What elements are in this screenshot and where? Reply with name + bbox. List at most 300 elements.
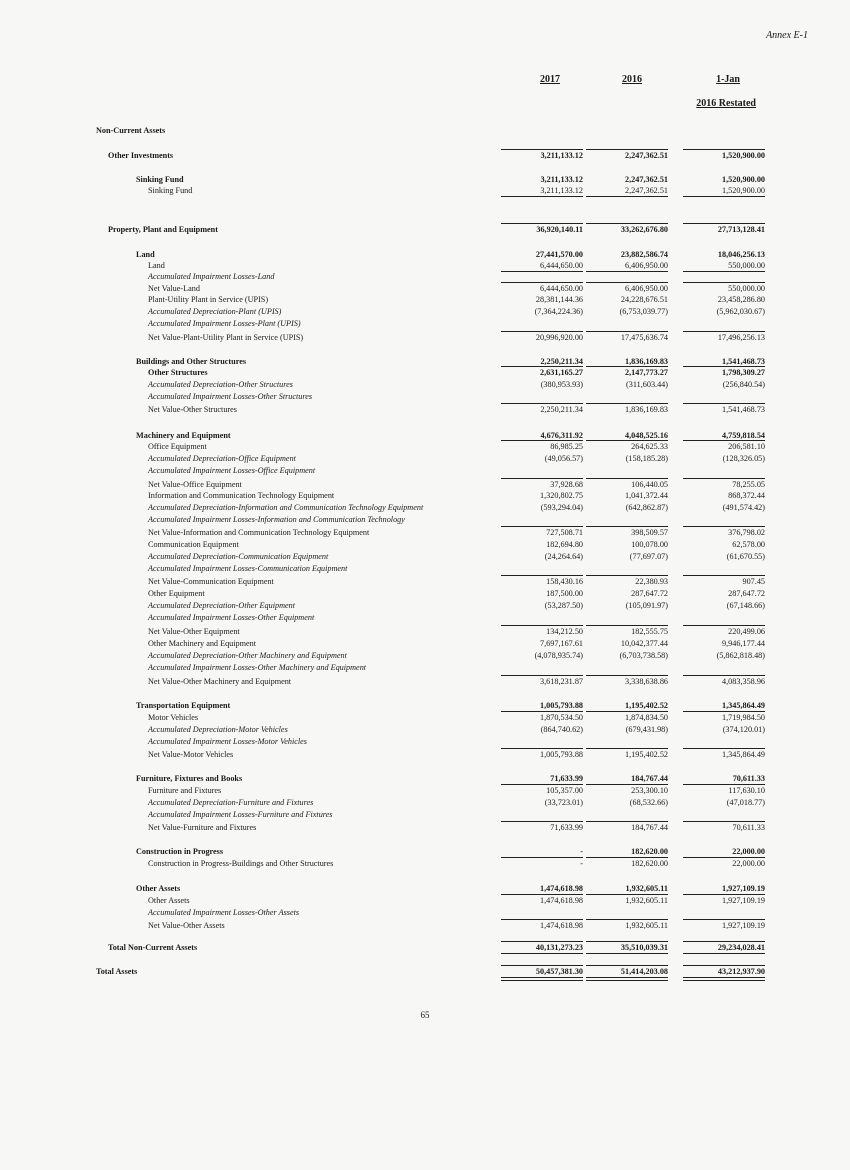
row-value-col3: 206,581.10 [728, 442, 765, 451]
table-row [0, 736, 850, 747]
row-value-col3: (5,862,818.48) [716, 651, 765, 660]
row-label: Accumulated Impairment Losses-Land [148, 272, 275, 281]
row-value-col3: (374,120.01) [722, 725, 765, 734]
underline-rule [586, 526, 668, 527]
row-value-col1: 1,005,793.88 [540, 750, 583, 759]
underline-rule [683, 919, 765, 920]
row-label: Net Value-Office Equipment [148, 480, 242, 489]
underline-rule [683, 941, 765, 942]
underline-rule [501, 919, 583, 920]
row-value-col3: 287,647.72 [728, 589, 765, 598]
table-row [0, 283, 850, 294]
row-value-col1: - [580, 847, 583, 856]
underline-rule [501, 223, 583, 224]
underline-rule [501, 366, 583, 367]
row-label: Other Investments [108, 151, 174, 160]
table-row [0, 465, 850, 476]
row-label: Net Value-Communication Equipment [148, 577, 274, 586]
underline-rule [586, 941, 668, 942]
row-value-col2: 1,932,605.11 [625, 896, 668, 905]
row-label: Motor Vehicles [148, 713, 199, 722]
underline-rule [501, 331, 583, 332]
table-row [0, 797, 850, 808]
row-label: Accumulated Depreciation-Furniture and Fixtures [148, 798, 314, 807]
row-value-col2: 398,509.57 [631, 528, 668, 537]
row-value-col1: (53,287.50) [544, 601, 583, 610]
row-label: Accumulated Impairment Losses-Other Structures [148, 392, 313, 401]
row-value-col3: 9,946,177.44 [722, 639, 765, 648]
underline-rule [683, 149, 765, 150]
row-value-col1: 37,928.68 [550, 480, 583, 489]
table-row [0, 404, 850, 415]
row-value-col3: 1,927,109.19 [722, 884, 765, 893]
underline-rule [683, 821, 765, 822]
row-label: Net Value-Other Machinery and Equipment [148, 677, 292, 686]
table-row [0, 942, 850, 953]
row-value-col1: 2,631,165.27 [540, 368, 583, 377]
table-row [0, 150, 850, 161]
row-value-col2: 253,300.10 [631, 786, 668, 795]
underline-rule [501, 675, 583, 676]
row-label: Construction in Progress [136, 847, 224, 856]
row-label: Furniture, Fixtures and Books [136, 774, 243, 783]
row-label: Accumulated Depreciation-Office Equipment [148, 454, 296, 463]
row-value-col3: 1,345,864.49 [722, 750, 765, 759]
row-value-col1: (864,740.62) [540, 725, 583, 734]
row-value-col2: 24,228,676.51 [620, 295, 668, 304]
row-value-col2: 182,620.00 [631, 847, 668, 856]
row-label: Other Equipment [148, 589, 205, 598]
row-value-col1: 727,508.71 [546, 528, 583, 537]
table-row [0, 527, 850, 538]
row-label: Furniture and Fixtures [148, 786, 222, 795]
underline-rule [586, 965, 668, 966]
row-value-col2: (642,862.87) [625, 503, 668, 512]
row-label: Accumulated Depreciation-Other Equipment [148, 601, 296, 610]
table-row [0, 514, 850, 525]
row-value-col3: 1,520,900.00 [722, 151, 765, 160]
row-label: Accumulated Impairment Losses-Motor Vehicles [148, 737, 307, 746]
underline-rule [586, 331, 668, 332]
row-value-col2: 51,414,203.08 [620, 967, 668, 976]
row-label: Total Assets [96, 967, 138, 976]
table-row [0, 773, 850, 784]
row-value-col2: (679,431.98) [625, 725, 668, 734]
table-row [0, 318, 850, 329]
row-value-col2: 1,932,605.11 [625, 921, 668, 930]
row-value-col2: 1,932,605.11 [625, 884, 668, 893]
column-header-restated: 2016 Restated [696, 98, 756, 109]
row-label: Net Value-Land [148, 284, 200, 293]
underline-rule [586, 711, 668, 712]
row-value-col2: (6,703,738.58) [619, 651, 668, 660]
underline-rule [501, 478, 583, 479]
table-row [0, 174, 850, 185]
table-row [0, 224, 850, 235]
table-row [0, 502, 850, 513]
row-value-col2: 33,262,676.80 [620, 225, 668, 234]
table-row [0, 306, 850, 317]
row-value-col3: (491,574.42) [722, 503, 765, 512]
row-value-col1: 6,444,650.00 [540, 284, 583, 293]
underline-rule [683, 223, 765, 224]
underline-rule [501, 403, 583, 404]
row-value-col2: 100,078.00 [631, 540, 668, 549]
table-row [0, 441, 850, 452]
row-value-col1: (4,078,935.74) [534, 651, 583, 660]
table-row [0, 249, 850, 260]
row-label: Other Assets [136, 884, 181, 893]
row-value-col1: 3,211,133.12 [540, 151, 583, 160]
row-value-col2: 22,380.93 [635, 577, 668, 586]
row-label: Machinery and Equipment [136, 431, 231, 440]
table-row [0, 600, 850, 611]
row-label: Accumulated Depreciation-Other Machinery and Equipment [148, 651, 347, 660]
underline-rule [501, 821, 583, 822]
row-value-col3: 868,372.44 [728, 491, 765, 500]
row-value-col1: 71,633.99 [550, 823, 583, 832]
row-label: Sinking Fund [148, 186, 193, 195]
row-value-col3: 1,719,984.50 [722, 713, 765, 722]
row-value-col3: 22,000.00 [732, 847, 765, 856]
row-value-col1: 50,457,381.30 [535, 967, 583, 976]
row-value-col1: (380,953.93) [540, 380, 583, 389]
underline-rule [501, 941, 583, 942]
underline-rule [683, 331, 765, 332]
underline-rule [586, 953, 668, 954]
table-row [0, 563, 850, 574]
row-value-col3: (256,840.54) [722, 380, 765, 389]
table-row [0, 966, 850, 977]
table-row [0, 367, 850, 378]
row-label: Other Machinery and Equipment [148, 639, 256, 648]
row-label: Net Value-Motor Vehicles [148, 750, 234, 759]
row-value-col3: (5,962,030.67) [716, 307, 765, 316]
table-row [0, 638, 850, 649]
underline-rule [683, 894, 765, 895]
row-value-col3: 117,630.10 [728, 786, 765, 795]
row-value-col2: (77,697.07) [629, 552, 668, 561]
underline-rule [501, 196, 583, 197]
table-row [0, 626, 850, 637]
row-value-col2: 6,406,950.00 [625, 261, 668, 270]
row-value-col3: 70,611.33 [732, 774, 765, 783]
underline-rule [586, 919, 668, 920]
row-label: Accumulated Depreciation-Information and Communication Technology Equipment [148, 503, 424, 512]
row-label: Accumulated Impairment Losses-Information and Communication Technology [148, 515, 405, 524]
row-value-col3: 18,046,256.13 [717, 250, 765, 259]
row-value-col3: 43,212,937.90 [717, 967, 765, 976]
row-label: Accumulated Depreciation-Plant (UPIS) [148, 307, 282, 316]
row-value-col1: (593,294.04) [540, 503, 583, 512]
annex-label: Annex E-1 [766, 30, 808, 41]
row-value-col1: 134,212.50 [546, 627, 583, 636]
underline-rule [586, 977, 668, 981]
row-label: Accumulated Impairment Losses-Other Assets [148, 908, 300, 917]
row-value-col2: 6,406,950.00 [625, 284, 668, 293]
table-row [0, 379, 850, 390]
row-label: Accumulated Depreciation-Communication Equipment [148, 552, 329, 561]
underline-rule [586, 675, 668, 676]
table-row [0, 453, 850, 464]
row-value-col2: 3,338,638.86 [625, 677, 668, 686]
table-row [0, 785, 850, 796]
row-value-col1: 1,474,618.98 [540, 896, 583, 905]
row-label: Information and Communication Technology Equipment [148, 491, 335, 500]
table-row [0, 724, 850, 735]
row-value-col3: 220,499.06 [728, 627, 765, 636]
underline-rule [586, 748, 668, 749]
row-value-col3: 1,798,309.27 [722, 368, 765, 377]
row-label: Land [136, 250, 155, 259]
row-value-col1: 36,920,140.11 [536, 225, 583, 234]
row-value-col2: 17,475,636.74 [620, 333, 668, 342]
row-value-col2: (311,603.44) [626, 380, 668, 389]
row-value-col3: 23,458,286.80 [717, 295, 765, 304]
page-number: 65 [420, 1010, 430, 1020]
table-row [0, 895, 850, 906]
underline-rule [683, 748, 765, 749]
row-label: Land [148, 261, 165, 270]
row-value-col1: 1,870,534.50 [540, 713, 583, 722]
row-label: Net Value-Information and Communication Technology Equipment [148, 528, 370, 537]
row-value-col2: (158,185.28) [625, 454, 668, 463]
underline-rule [683, 403, 765, 404]
underline-rule [501, 625, 583, 626]
row-label: Net Value-Plant-Utility Plant in Service (UPIS) [148, 333, 304, 342]
row-value-col2: 106,440.05 [631, 480, 668, 489]
row-value-col1: 6,444,650.00 [540, 261, 583, 270]
row-value-col1: 40,131,273.23 [535, 943, 583, 952]
underline-rule [683, 953, 765, 954]
underline-rule [586, 575, 668, 576]
row-label: Sinking Fund [136, 175, 184, 184]
row-label: Accumulated Depreciation-Motor Vehicles [148, 725, 288, 734]
row-value-col3: 1,927,109.19 [722, 896, 765, 905]
table-row [0, 822, 850, 833]
table-row [0, 391, 850, 402]
underline-rule [683, 440, 765, 441]
row-value-col3: 1,520,900.00 [722, 186, 765, 195]
row-value-col1: 28,381,144.36 [535, 295, 583, 304]
underline-rule [586, 478, 668, 479]
underline-rule [683, 965, 765, 966]
row-value-col2: 2,247,362.51 [625, 175, 668, 184]
row-value-col2: 10,042,377.44 [620, 639, 668, 648]
row-value-col3: (67,148.66) [726, 601, 765, 610]
row-value-col3: 1,345,864.49 [722, 701, 765, 710]
row-value-col1: 71,633.99 [550, 774, 583, 783]
row-value-col3: 550,000.00 [728, 284, 765, 293]
row-value-col3: 1,520,900.00 [722, 175, 765, 184]
underline-rule [501, 748, 583, 749]
table-row [0, 332, 850, 343]
row-label: Property, Plant and Equipment [108, 225, 218, 234]
row-value-col2: 23,882,586.74 [620, 250, 668, 259]
underline-rule [683, 711, 765, 712]
underline-rule [683, 675, 765, 676]
row-value-col2: (105,091.97) [625, 601, 668, 610]
row-value-col1: 7,697,167.61 [540, 639, 583, 648]
row-value-col1: (7,364,224.36) [534, 307, 583, 316]
row-label: Buildings and Other Structures [136, 357, 247, 366]
row-value-col3: 1,927,109.19 [722, 921, 765, 930]
underline-rule [683, 526, 765, 527]
row-label: Accumulated Impairment Losses-Furniture and Fixtures [148, 810, 333, 819]
row-label: Accumulated Impairment Losses-Other Machinery and Equipment [148, 663, 367, 672]
underline-rule [501, 857, 583, 858]
row-value-col2: 35,510,039.31 [620, 943, 668, 952]
row-label: Accumulated Impairment Losses-Other Equipment [148, 613, 315, 622]
table-row [0, 551, 850, 562]
row-value-col2: 4,048,525.16 [625, 431, 668, 440]
row-value-col3: 376,798.02 [728, 528, 765, 537]
column-header-2017: 2017 [540, 74, 560, 85]
underline-rule [683, 478, 765, 479]
table-row [0, 662, 850, 673]
row-value-col3: 78,255.05 [732, 480, 765, 489]
row-value-col2: 1,041,372.44 [625, 491, 668, 500]
row-value-col3: 29,234,028.41 [717, 943, 765, 952]
row-value-col2: 264,625.33 [631, 442, 668, 451]
underline-rule [586, 282, 668, 283]
row-value-col3: 70,611.33 [732, 823, 765, 832]
table-row [0, 588, 850, 599]
table-row [0, 858, 850, 869]
row-value-col1: (49,056.57) [544, 454, 583, 463]
row-value-col3: 4,083,358.96 [722, 677, 765, 686]
row-value-col1: 1,474,618.98 [540, 884, 583, 893]
row-value-col2: 1,195,402.52 [625, 750, 668, 759]
row-value-col1: (33,723.01) [544, 798, 583, 807]
row-value-col2: 1,836,169.83 [625, 357, 668, 366]
row-label: Office Equipment [148, 442, 207, 451]
row-value-col1: 27,441,570.00 [535, 250, 583, 259]
table-row [0, 650, 850, 661]
row-value-col1: 1,474,618.98 [540, 921, 583, 930]
row-value-col2: 182,555.75 [631, 627, 668, 636]
row-value-col3: (61,670.55) [726, 552, 765, 561]
underline-rule [586, 149, 668, 150]
row-value-col1: 3,618,231.87 [540, 677, 583, 686]
table-row [0, 185, 850, 196]
row-value-col1: 2,250,211.34 [540, 357, 583, 366]
row-value-col3: 907.45 [742, 577, 765, 586]
row-value-col1: 86,985.25 [550, 442, 583, 451]
row-value-col3: 62,578.00 [732, 540, 765, 549]
row-value-col3: (128,326.05) [722, 454, 765, 463]
row-label: Accumulated Depreciation-Other Structures [148, 380, 293, 389]
row-value-col1: 3,211,133.12 [540, 175, 583, 184]
underline-rule [501, 149, 583, 150]
underline-rule [683, 366, 765, 367]
underline-rule [683, 575, 765, 576]
underline-rule [683, 625, 765, 626]
row-value-col2: 2,247,362.51 [625, 186, 668, 195]
row-label: Non-Current Assets [96, 126, 166, 135]
row-value-col3: 27,713,128.41 [717, 225, 765, 234]
row-value-col1: 20,996,920.00 [535, 333, 583, 342]
underline-rule [586, 821, 668, 822]
underline-rule [586, 784, 668, 785]
underline-rule [683, 784, 765, 785]
row-label: Plant-Utility Plant in Service (UPIS) [148, 295, 269, 304]
row-label: Construction in Progress-Buildings and Other Structures [148, 859, 334, 868]
row-value-col1: 1,320,802.75 [540, 491, 583, 500]
underline-rule [683, 857, 765, 858]
table-row [0, 294, 850, 305]
underline-rule [586, 857, 668, 858]
underline-rule [501, 894, 583, 895]
underline-rule [586, 894, 668, 895]
row-label: Communication Equipment [148, 540, 239, 549]
table-row [0, 676, 850, 687]
row-value-col3: 4,759,818.54 [722, 431, 765, 440]
row-label: Net Value-Other Equipment [148, 627, 240, 636]
table-row [0, 260, 850, 271]
underline-rule [501, 953, 583, 954]
row-label: Other Assets [148, 896, 190, 905]
underline-rule [586, 196, 668, 197]
underline-rule [683, 196, 765, 197]
row-value-col2: 287,647.72 [631, 589, 668, 598]
row-value-col1: 2,250,211.34 [540, 405, 583, 414]
column-header-1-jan: 1-Jan [716, 74, 740, 85]
underline-rule [586, 440, 668, 441]
column-header-2016: 2016 [622, 74, 642, 85]
row-label: Accumulated Impairment Losses-Communication Equipment [148, 564, 348, 573]
underline-rule [501, 711, 583, 712]
row-value-col2: 2,147,773.27 [625, 368, 668, 377]
table-row [0, 612, 850, 623]
row-label: Transportation Equipment [136, 701, 231, 710]
row-value-col2: 184,767.44 [631, 823, 668, 832]
row-value-col1: 182,694.80 [546, 540, 583, 549]
table-row [0, 749, 850, 760]
row-value-col1: - [580, 859, 583, 868]
row-value-col1: 187,500.00 [546, 589, 583, 598]
row-value-col1: 4,676,311.92 [540, 431, 583, 440]
table-row [0, 576, 850, 587]
row-value-col3: 17,496,256.13 [717, 333, 765, 342]
row-value-col1: 3,211,133.12 [540, 186, 583, 195]
row-label: Other Structures [148, 368, 208, 377]
row-value-col1: 158,430.16 [546, 577, 583, 586]
table-row [0, 907, 850, 918]
row-value-col2: 1,195,402.52 [625, 701, 668, 710]
table-row [0, 271, 850, 282]
row-value-col1: 1,005,793.88 [540, 701, 583, 710]
table-row [0, 920, 850, 931]
underline-rule [501, 526, 583, 527]
underline-rule [501, 977, 583, 981]
table-row [0, 539, 850, 550]
underline-rule [586, 403, 668, 404]
table-row [0, 712, 850, 723]
row-value-col2: 182,620.00 [631, 859, 668, 868]
row-label: Net Value-Other Assets [148, 921, 225, 930]
row-value-col2: (6,753,039.77) [619, 307, 668, 316]
table-row [0, 479, 850, 490]
row-value-col3: (47,018.77) [726, 798, 765, 807]
row-label: Accumulated Impairment Losses-Plant (UPIS) [148, 319, 301, 328]
underline-rule [683, 282, 765, 283]
table-row [0, 700, 850, 711]
underline-rule [586, 223, 668, 224]
row-value-col3: 1,541,468.73 [722, 357, 765, 366]
row-value-col2: 1,874,834.50 [625, 713, 668, 722]
row-value-col2: 184,767.44 [631, 774, 668, 783]
